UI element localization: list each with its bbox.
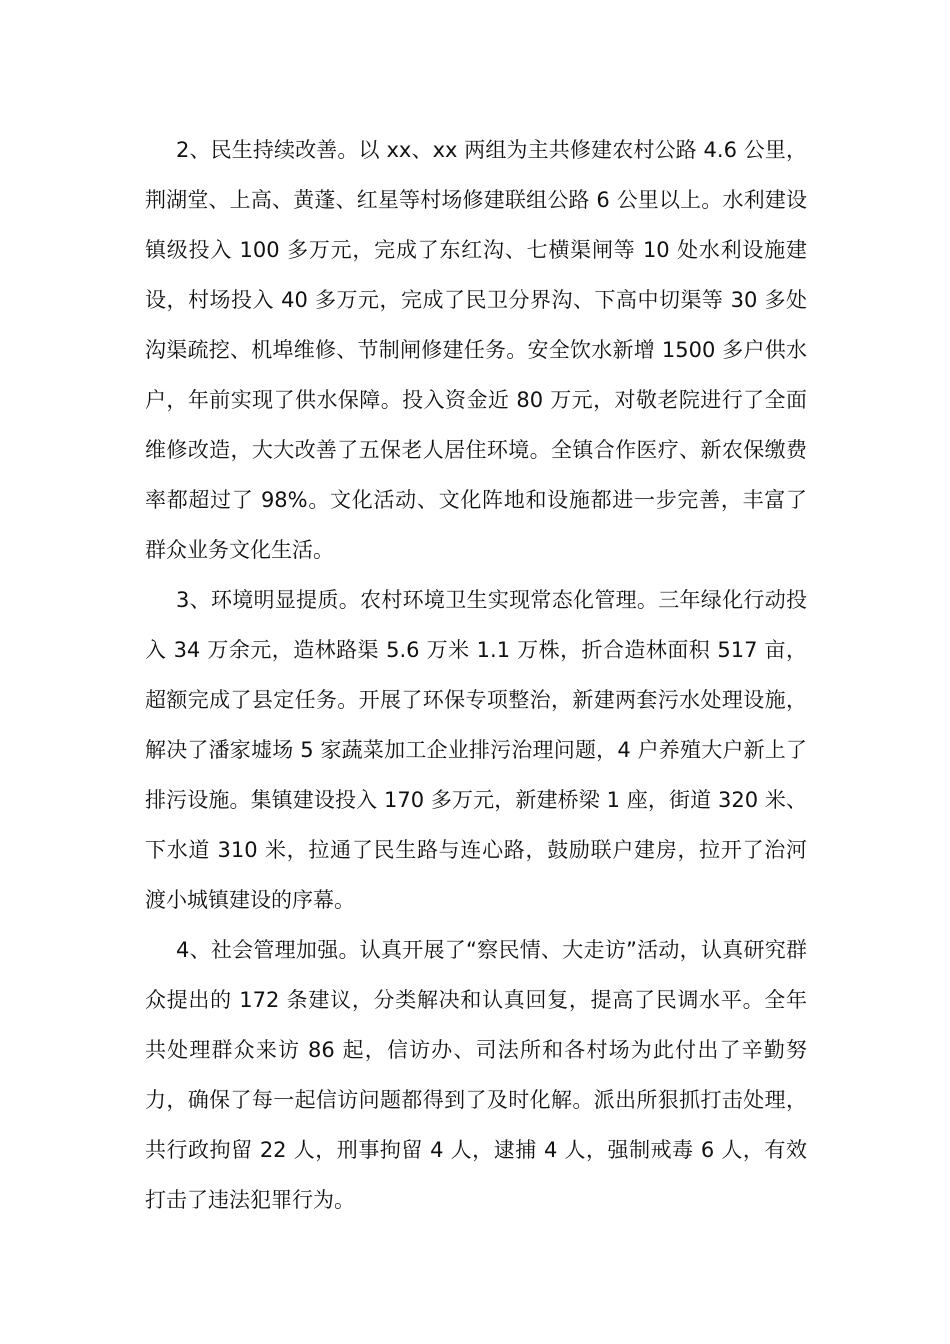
document-page (145, 125, 807, 1225)
paragraph-livelihood: 2、民生持续改善。以 xx、xx 两组为主共修建农村公路 4.6 公里，荆湖堂、上高、黄蓬、红星等村场修建联组公路 6 公里以上。水利建设镇级投入 100 多万元，完成了东红沟、七横渠闸等 10 处水利设施建设，村场投入 40 多万元，完成了民卫分界沟、下高中切渠等 30 多处沟渠疏挖、机埠维修、节制闸修建任务。安全饮水新增 1500 多户供水户，年前实现了供水保障。投入资金近 80 万元，对敬老院进行了全面维修改造，大大改善了五保老人居住环境。全镇合作医疗、新农保缴费率都超过了 98%。文化活动、文化阵地和设施都进一步完善，丰富了群众业务文化生活。 (145, 138, 807, 562)
paragraph-environment: 3、环境明显提质。农村环境卫生实现常态化管理。三年绿化行动投入 34 万余元，造林路渠 5.6 万米 1.1 万株，折合造林面积 517 亩，超额完成了县定任务。开展了环保专项整治，新建两套污水处理设施，解决了潘家墟场 5 家蔬菜加工企业排污治理问题，4 户养殖大户新上了排污设施。集镇建设投入 170 多万元，新建桥梁 1 座，街道 320 米、下水道 310 米，拉通了民生路与连心路，鼓励联户建房，拉开了治河渡小城镇建设的序幕。 (145, 588, 807, 912)
paragraph-social-management: 4、社会管理加强。认真开展了“察民情、大走访”活动，认真研究群众提出的 172 条建议，分类解决和认真回复，提高了民调水平。全年共处理群众来访 86 起，信访办、司法所和各村场为此付出了辛勤努力，确保了每一起信访问题都得到了及时化解。派出所狠抓打击处理，共行政拘留 22 人，刑事拘留 4 人，逮捕 4 人，强制戒毒 6 人，有效打击了违法犯罪行为。 (145, 938, 807, 1212)
